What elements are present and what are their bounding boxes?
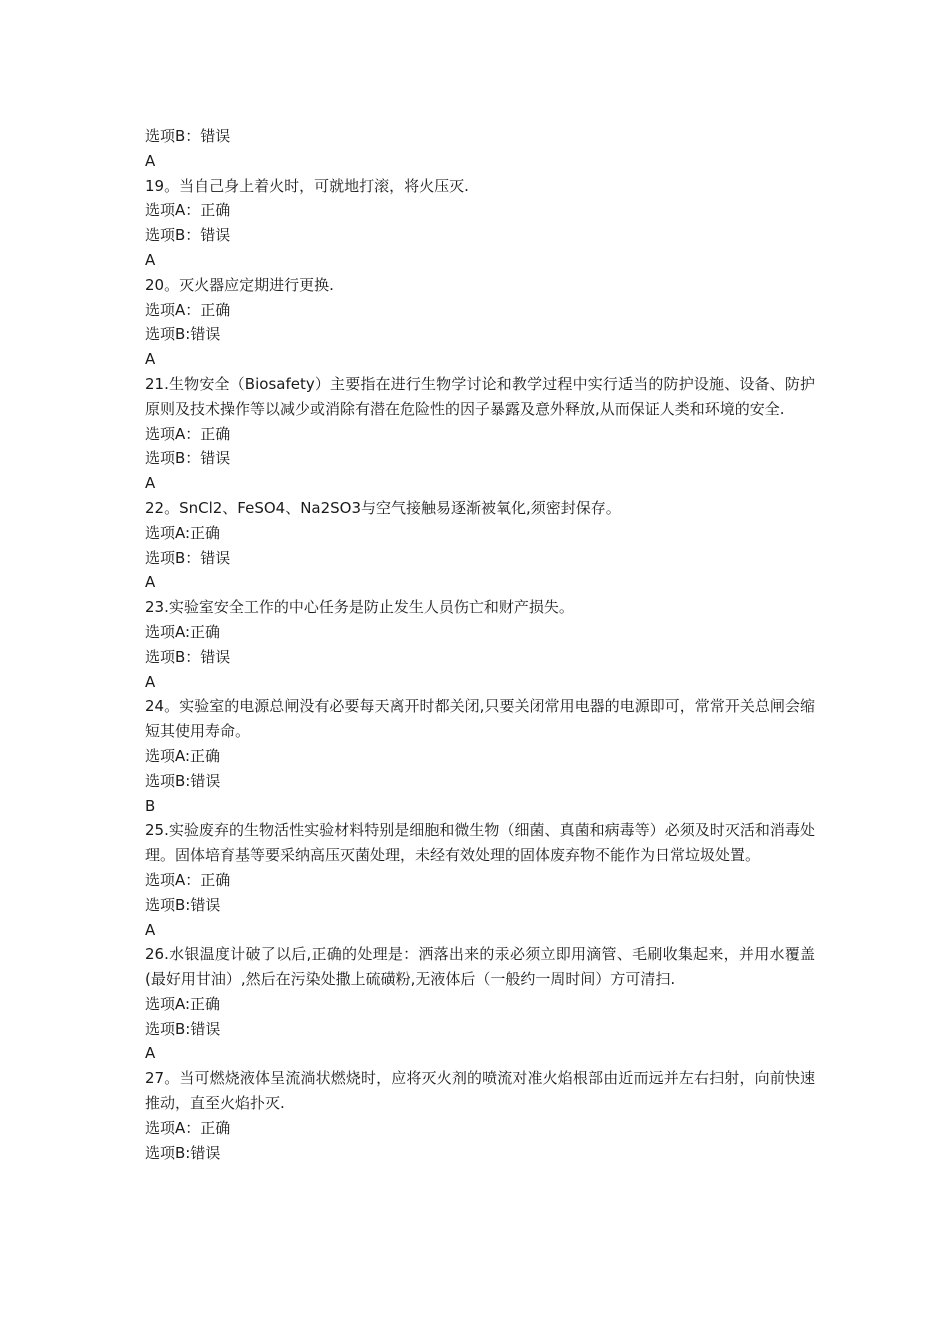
question-24: 24。实验室的电源总闸没有必要每天离开时都关闭,只要关闭常用电器的电源即可，常常开关总闸会缩短其使用寿命。 xyxy=(145,697,815,741)
option-a-line: 选项A：正确 xyxy=(145,424,231,443)
question-20: 20。灭火器应定期进行更换. xyxy=(145,275,334,294)
option-b-line: 选项B:错误 xyxy=(145,1019,221,1038)
option-b-line: 选项B：错误 xyxy=(145,127,231,145)
answer-line: A xyxy=(145,573,156,592)
question-26: 26.水银温度计破了以后,正确的处理是：洒落出来的汞必须立即用滴管、毛刷收集起来，并用水覆盖(最好用甘油）,然后在污染处撒上硫磺粉,无液体后（一般约一周时间）方可清扫. xyxy=(145,945,815,989)
option-a-line: 选项A:正确 xyxy=(145,746,221,765)
answer-line: A xyxy=(145,350,156,369)
question-23: 23.实验室安全工作的中心任务是防止发生人员伤亡和财产损失。 xyxy=(145,598,574,617)
option-b-line: 选项B:错误 xyxy=(145,771,221,790)
option-a-line: 选项A：正确 xyxy=(145,300,231,319)
answer-line: A xyxy=(145,672,156,691)
option-b-line: 选项B：错误 xyxy=(145,226,231,245)
question-27: 27。当可燃烧液体呈流淌状燃烧时，应将灭火剂的喷流对准火焰根部由近而远并左右扫射，向前快速推动，直至火焰扑灭. xyxy=(145,1069,815,1113)
answer-line: A xyxy=(145,1044,156,1063)
option-b-line: 选项B：错误 xyxy=(145,449,231,468)
option-b-line: 选项B:错误 xyxy=(145,325,221,344)
answer-line: A xyxy=(145,920,156,939)
option-a-line: 选项A:正确 xyxy=(145,994,221,1013)
option-b-line: 选项B:错误 xyxy=(145,895,221,914)
question-19: 19。当自己身上着火时，可就地打滚，将火压灭. xyxy=(145,176,469,195)
option-a-line: 选项A：正确 xyxy=(145,1118,231,1137)
question-22: 22。SnCl2、FeSO4、Na2SO3与空气接触易逐渐被氧化,须密封保存。 xyxy=(145,498,621,517)
answer-line: A xyxy=(145,474,156,493)
option-a-line: 选项A：正确 xyxy=(145,201,231,220)
option-b-line: 选项B：错误 xyxy=(145,548,231,567)
option-b-line: 选项B：错误 xyxy=(145,647,231,666)
answer-line: B xyxy=(145,796,156,815)
answer-line: A xyxy=(145,151,156,170)
question-21: 21.生物安全（Biosafety）主要指在进行生物学讨论和教学过程中实行适当的防护设施、设备、防护原则及技术操作等以减少或消除有潜在危险性的因子暴露及意外释放,从而保证人类和环境的安全. xyxy=(145,374,815,418)
option-b-line: 选项B:错误 xyxy=(145,1143,221,1162)
document-body xyxy=(145,124,815,1165)
question-25: 25.实验废弃的生物活性实验材料特别是细胞和微生物（细菌、真菌和病毒等）必须及时灭活和消毒处理。固体培育基等要采纳高压灭菌处理，未经有效处理的固体废弃物不能作为日常垃圾处置。 xyxy=(145,821,815,865)
option-a-line: 选项A:正确 xyxy=(145,523,221,542)
answer-line: A xyxy=(145,250,156,269)
option-a-line: 选项A：正确 xyxy=(145,870,231,889)
option-a-line: 选项A:正确 xyxy=(145,622,221,641)
